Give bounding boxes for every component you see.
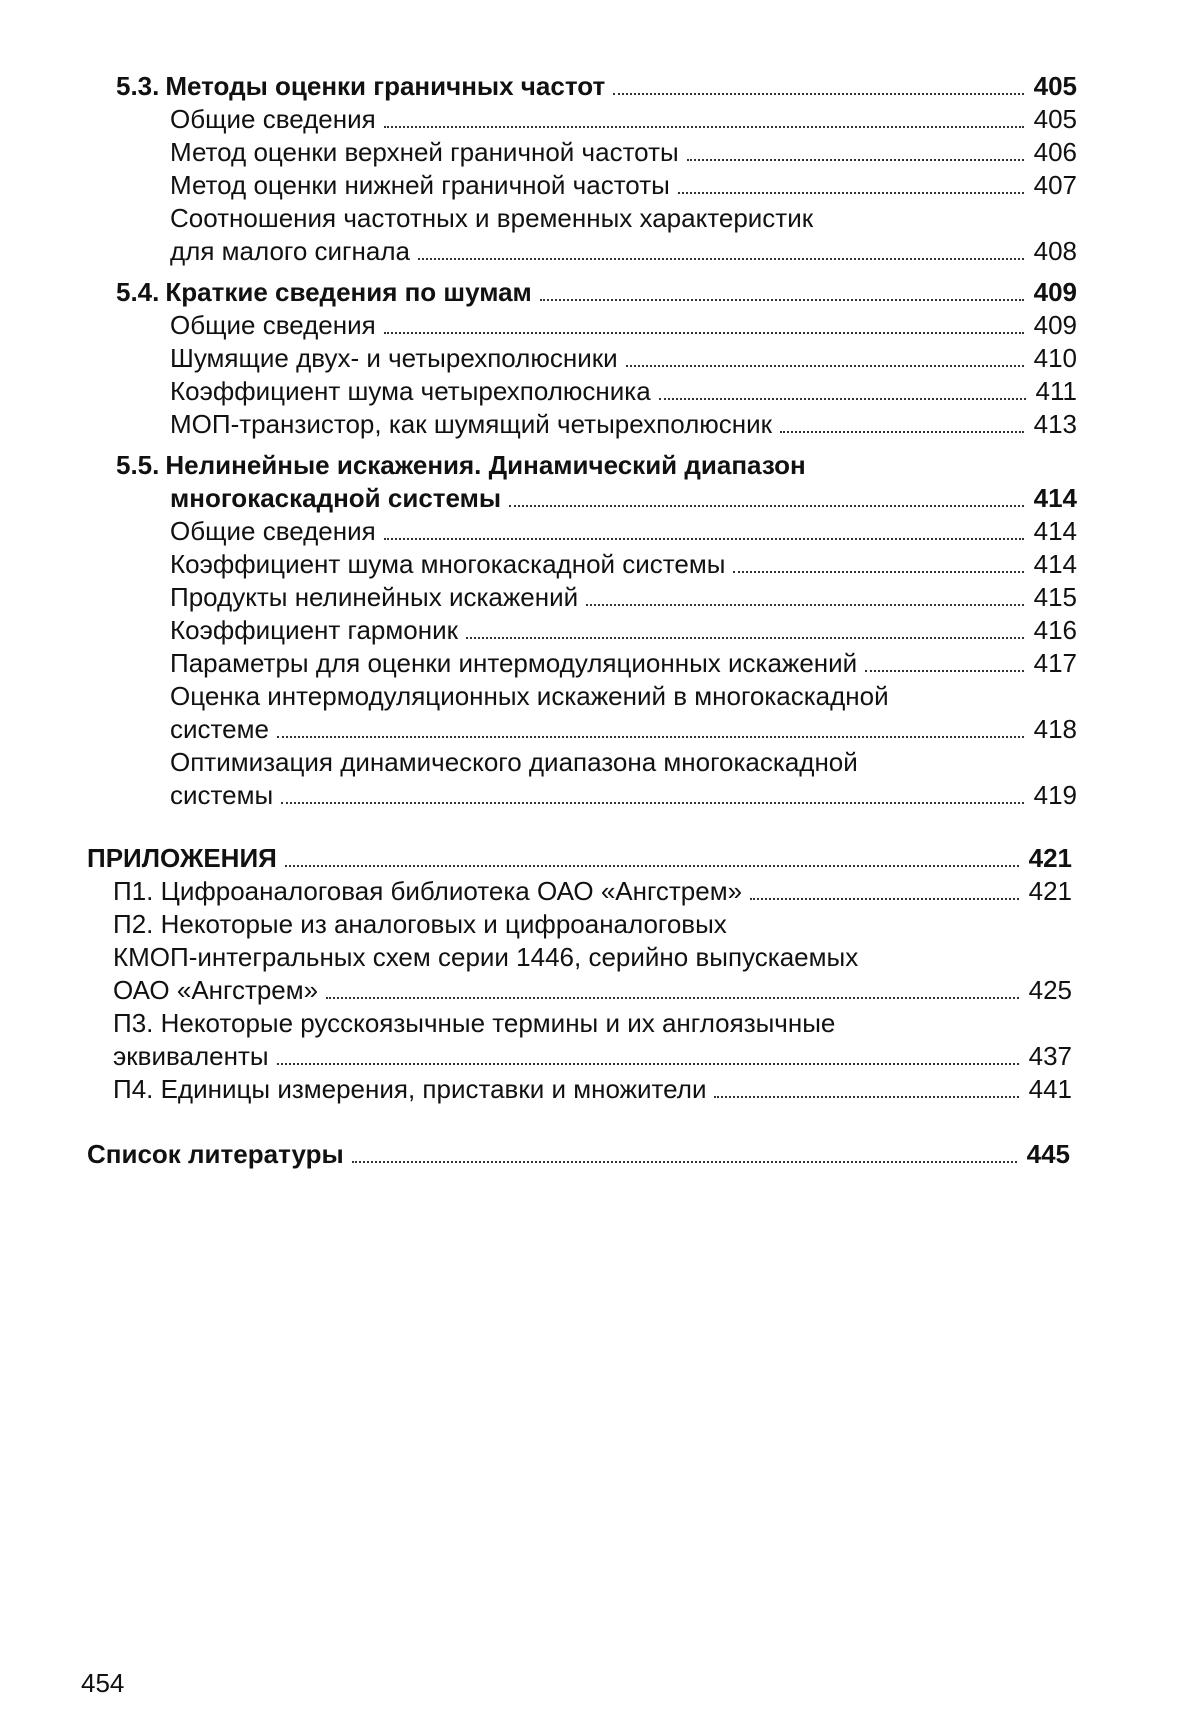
page-number: 454 (81, 1668, 125, 1698)
section-heading-title: Краткие сведения по шумам (159, 276, 539, 309)
dot-leader (326, 997, 1019, 999)
toc-entry (0, 342, 1200, 375)
dot-leader (586, 604, 1023, 606)
dot-leader (418, 258, 1024, 260)
toc-entry (0, 136, 1200, 169)
appendix-entry (0, 974, 1200, 1007)
toc-section (0, 276, 1200, 441)
toc-entry (0, 103, 1200, 136)
dot-leader (285, 865, 1019, 867)
section-number: 5.3. (116, 71, 160, 101)
appendix-entry-page: 441 (1019, 1073, 1072, 1106)
appendix-entry-page: 421 (1019, 875, 1072, 908)
dot-leader (281, 802, 1023, 804)
toc-entry (0, 515, 1200, 548)
appendix-entry (0, 1007, 1200, 1040)
section-heading (0, 449, 1200, 482)
toc-entry (0, 680, 1200, 713)
dot-leader (750, 898, 1019, 900)
appendix-entry-title: П4. Единицы измерения, приставки и множители (113, 1073, 714, 1106)
toc-entry-title: Общие сведения (170, 309, 384, 342)
toc-entry-page: 409 (1024, 309, 1077, 342)
section-heading-title: Нелинейные искажения. Динамический диапазон (159, 450, 813, 480)
toc-entry-page: 415 (1024, 581, 1077, 614)
dot-leader (613, 93, 1023, 95)
toc-entry (0, 408, 1200, 441)
dot-leader (687, 159, 1024, 161)
toc-entry-title: для малого сигнала (170, 235, 418, 268)
toc-entry-page: 413 (1024, 408, 1077, 441)
appendix-entry-title: КМОП-интегральных схем серии 1446, серийно выпускаемых (113, 942, 866, 972)
appendix-entry-page: 425 (1019, 974, 1072, 1007)
appendix-entry-title: ОАО «Ангстрем» (113, 974, 326, 1007)
toc-entry-page: 410 (1024, 342, 1077, 375)
dot-leader (540, 299, 1024, 301)
toc-entry (0, 235, 1200, 268)
toc-entry-title: системы (170, 779, 281, 812)
toc-entry (0, 548, 1200, 581)
toc-entry (0, 713, 1200, 746)
section-number: 5.5. (116, 450, 160, 480)
toc-entry (0, 779, 1200, 812)
toc-section (0, 70, 1200, 268)
toc-entry (0, 169, 1200, 202)
dot-leader (352, 1161, 1017, 1163)
toc-entry-page: 418 (1024, 713, 1077, 746)
toc-entry-title: Оценка интермодуляционных искажений в многокаскадной (170, 681, 897, 711)
toc-entry-page: 414 (1024, 548, 1077, 581)
section-heading (0, 70, 1200, 103)
dot-leader (466, 637, 1024, 639)
toc-entry (0, 375, 1200, 408)
toc-entry-page: 405 (1024, 103, 1077, 136)
dot-leader (626, 365, 1024, 367)
section-number: 5.4. (116, 277, 160, 307)
toc-entry-title: системе (170, 713, 277, 746)
toc-entry-title: Метод оценки верхней граничной частоты (170, 136, 687, 169)
appendix-entry-title: П2. Некоторые из аналоговых и цифроаналоговых (113, 909, 735, 939)
section-heading (0, 276, 1200, 309)
appendix-heading-page: 421 (1019, 842, 1072, 875)
toc-entry-page: 414 (1024, 515, 1077, 548)
toc-entry-title: Соотношения частотных и временных характеристик (170, 203, 821, 233)
appendix-section (0, 842, 1200, 1106)
toc-entry (0, 746, 1200, 779)
toc-entry-title: Параметры для оценки интермодуляционных искажений (170, 647, 865, 680)
appendix-heading (0, 842, 1200, 875)
toc-entry-title: Коэффициент шума четырехполюсника (170, 375, 659, 408)
dot-leader (384, 126, 1024, 128)
dot-leader (509, 505, 1024, 507)
appendix-entry-title: эквиваленты (113, 1040, 277, 1073)
section-heading-cont (0, 482, 1200, 515)
dot-leader (714, 1096, 1018, 1098)
dot-leader (277, 736, 1024, 738)
literature-heading-page: 445 (1017, 1138, 1070, 1171)
section-heading-page: 405 (1024, 70, 1077, 103)
toc-entry-title: МОП-транзистор, как шумящий четырехполюсник (170, 408, 780, 441)
appendix-entry (0, 1073, 1200, 1106)
dot-leader (384, 538, 1024, 540)
section-heading-page: 409 (1024, 276, 1077, 309)
section-heading-cont-page: 414 (1024, 482, 1077, 515)
toc-entry (0, 581, 1200, 614)
appendix-entry-page: 437 (1019, 1040, 1072, 1073)
dot-leader (865, 670, 1023, 672)
toc-entry-page: 416 (1024, 614, 1077, 647)
dot-leader (733, 571, 1023, 573)
section-heading-cont-title: многокаскадной системы (170, 482, 509, 515)
toc-entry-title: Оптимизация динамического диапазона многокаскадной (170, 747, 866, 777)
literature-heading-title: Список литературы (87, 1138, 352, 1171)
dot-leader (277, 1063, 1019, 1065)
toc-entry-page: 406 (1024, 136, 1077, 169)
dot-leader (659, 398, 1026, 400)
section-heading-title: Методы оценки граничных частот (159, 70, 613, 103)
appendix-entry (0, 908, 1200, 941)
appendix-heading-title: ПРИЛОЖЕНИЯ (87, 842, 285, 875)
literature-heading (0, 1138, 1200, 1171)
appendix-entry-title: П1. Цифроаналоговая библиотека ОАО «Ангстрем» (113, 875, 750, 908)
toc-entry-title: Общие сведения (170, 515, 384, 548)
appendix-entry (0, 875, 1200, 908)
toc-entry-page: 408 (1024, 235, 1077, 268)
dot-leader (678, 192, 1024, 194)
toc-entry-page: 417 (1024, 647, 1077, 680)
appendix-entry (0, 1040, 1200, 1073)
toc-entry-page: 419 (1024, 779, 1077, 812)
toc-entry-title: Общие сведения (170, 103, 384, 136)
toc-entry-title: Продукты нелинейных искажений (170, 581, 586, 614)
toc-entry (0, 202, 1200, 235)
appendix-entry (0, 941, 1200, 974)
dot-leader (780, 431, 1024, 433)
dot-leader (384, 332, 1024, 334)
toc-entry-page: 411 (1026, 375, 1077, 408)
toc-entry (0, 647, 1200, 680)
toc-entry-title: Метод оценки нижней граничной частоты (170, 169, 678, 202)
toc-entry-title: Коэффициент гармоник (170, 614, 466, 647)
toc-entry-title: Шумящие двух- и четырехполюсники (170, 342, 626, 375)
toc-entry (0, 614, 1200, 647)
toc-entry-title: Коэффициент шума многокаскадной системы (170, 548, 733, 581)
table-of-contents (0, 70, 1200, 1171)
toc-section (0, 449, 1200, 812)
toc-entry-page: 407 (1024, 169, 1077, 202)
appendix-entry-title: П3. Некоторые русскоязычные термины и их англоязычные (113, 1008, 843, 1038)
toc-entry (0, 309, 1200, 342)
